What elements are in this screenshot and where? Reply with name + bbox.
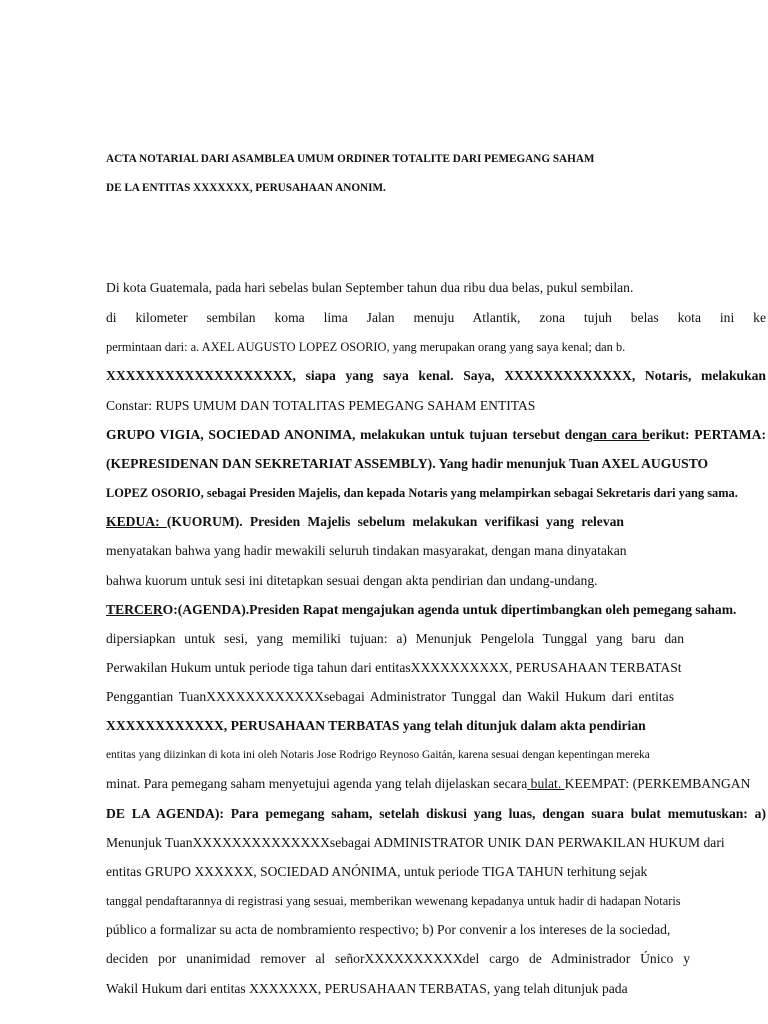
body-line: menyatakan bahwa yang hadir mewakili seluruh tindakan masyarakat, dengan mana dinyatakan bbox=[106, 543, 627, 558]
document-title-line-2: DE LA ENTITAS XXXXXXX, PERUSAHAAN ANONIM. bbox=[106, 182, 386, 194]
body-text: GRUPO VIGIA, SOCIEDAD ANONIMA, melakukan untuk tujuan tersebut den bbox=[106, 427, 586, 442]
body-line bbox=[106, 601, 736, 619]
body-text: erikut: PERTAMA: bbox=[649, 427, 766, 442]
body-line: tanggal pendaftarannya di registrasi yang sesuai, memberikan wewenang kepadanya untuk hadir di hadapan Notaris bbox=[106, 894, 681, 908]
body-line: Constar: RUPS UMUM DAN TOTALITAS PEMEGANG SAHAM ENTITAS bbox=[106, 398, 536, 413]
body-text: O:(AGENDA).Presiden Rapat mengajukan agenda untuk dipertimbangkan oleh pemegang saham. bbox=[162, 602, 737, 617]
body-line: XXXXXXXXXXXXXXXXXXX, siapa yang saya kenal. Saya, XXXXXXXXXXXXX, Notaris, melakukan bbox=[106, 368, 766, 383]
underlined-text: gan cara b bbox=[585, 427, 650, 442]
body-line: público a formalizar su acta de nombramiento respectivo; b) Por convenir a los intereses de la sociedad, bbox=[106, 922, 671, 937]
body-text: (KUORUM). Presiden Majelis sebelum melakukan verifikasi yang relevan bbox=[166, 514, 624, 529]
body-line: dipersiapkan untuk sesi, yang memiliki tujuan: a) Menunjuk Pengelola Tunggal yang baru dan bbox=[106, 631, 684, 646]
body-line: bahwa kuorum untuk sesi ini ditetapkan sesuai dengan akta pendirian dan undang-undang. bbox=[106, 573, 598, 588]
underlined-text: bulat. bbox=[527, 776, 565, 791]
section-heading-kedua: KEDUA: bbox=[106, 514, 167, 529]
section-heading-tercero: TERCER bbox=[106, 602, 163, 617]
body-line: Menunjuk TuanXXXXXXXXXXXXXXsebagai ADMINISTRATOR UNIK DAN PERWAKILAN HUKUM dari bbox=[106, 835, 725, 850]
body-line bbox=[106, 426, 766, 444]
body-line: di kilometer sembilan koma lima Jalan menuju Atlantik, zona tujuh belas kota ini ke bbox=[106, 310, 766, 325]
body-line: entitas yang diizinkan di kota ini oleh Notaris Jose Rodrigo Reynoso Gaitán, karena sesuai dengan kepentingan mereka bbox=[106, 749, 650, 761]
body-line: LOPEZ OSORIO, sebagai Presiden Majelis, dan kepada Notaris yang melampirkan sebagai Sekretaris dari yang sama. bbox=[106, 486, 738, 500]
body-line: (KEPRESIDENAN DAN SEKRETARIAT ASSEMBLY). Yang hadir menunjuk Tuan AXEL AUGUSTO bbox=[106, 456, 709, 471]
body-line bbox=[106, 775, 750, 793]
document-title-line-1: ACTA NOTARIAL DARI ASAMBLEA UMUM ORDINER TOTALITE DARI PEMEGANG SAHAM bbox=[106, 153, 595, 165]
body-line: Penggantian TuanXXXXXXXXXXXXsebagai Administrator Tunggal dan Wakil Hukum dari entitas bbox=[106, 689, 674, 704]
body-line: XXXXXXXXXXXX, PERUSAHAAN TERBATAS yang telah ditunjuk dalam akta pendirian bbox=[106, 718, 646, 733]
body-text: KEEMPAT: (PERKEMBANGAN bbox=[564, 776, 751, 791]
body-line: Di kota Guatemala, pada hari sebelas bulan September tahun dua ribu dua belas, pukul sembilan. bbox=[106, 280, 634, 295]
body-text: minat. Para pemegang saham menyetujui agenda yang telah dijelaskan secara bbox=[106, 776, 528, 791]
body-line: Perwakilan Hukum untuk periode tiga tahun dari entitasXXXXXXXXXX, PERUSAHAAN TERBATASt bbox=[106, 660, 682, 675]
body-line: DE LA AGENDA): Para pemegang saham, setelah diskusi yang luas, dengan suara bulat memutuskan: a) bbox=[106, 806, 766, 821]
body-line: entitas GRUPO XXXXXX, SOCIEDAD ANÓNIMA, untuk periode TIGA TAHUN terhitung sejak bbox=[106, 864, 648, 879]
body-line: permintaan dari: a. AXEL AUGUSTO LOPEZ OSORIO, yang merupakan orang yang saya kenal; dan b. bbox=[106, 340, 626, 354]
body-line: deciden por unanimidad remover al señorXXXXXXXXXXdel cargo de Administrador Único y bbox=[106, 951, 690, 966]
body-line: Wakil Hukum dari entitas XXXXXXX, PERUSAHAAN TERBATAS, yang telah ditunjuk pada bbox=[106, 981, 628, 996]
body-line bbox=[106, 513, 624, 531]
